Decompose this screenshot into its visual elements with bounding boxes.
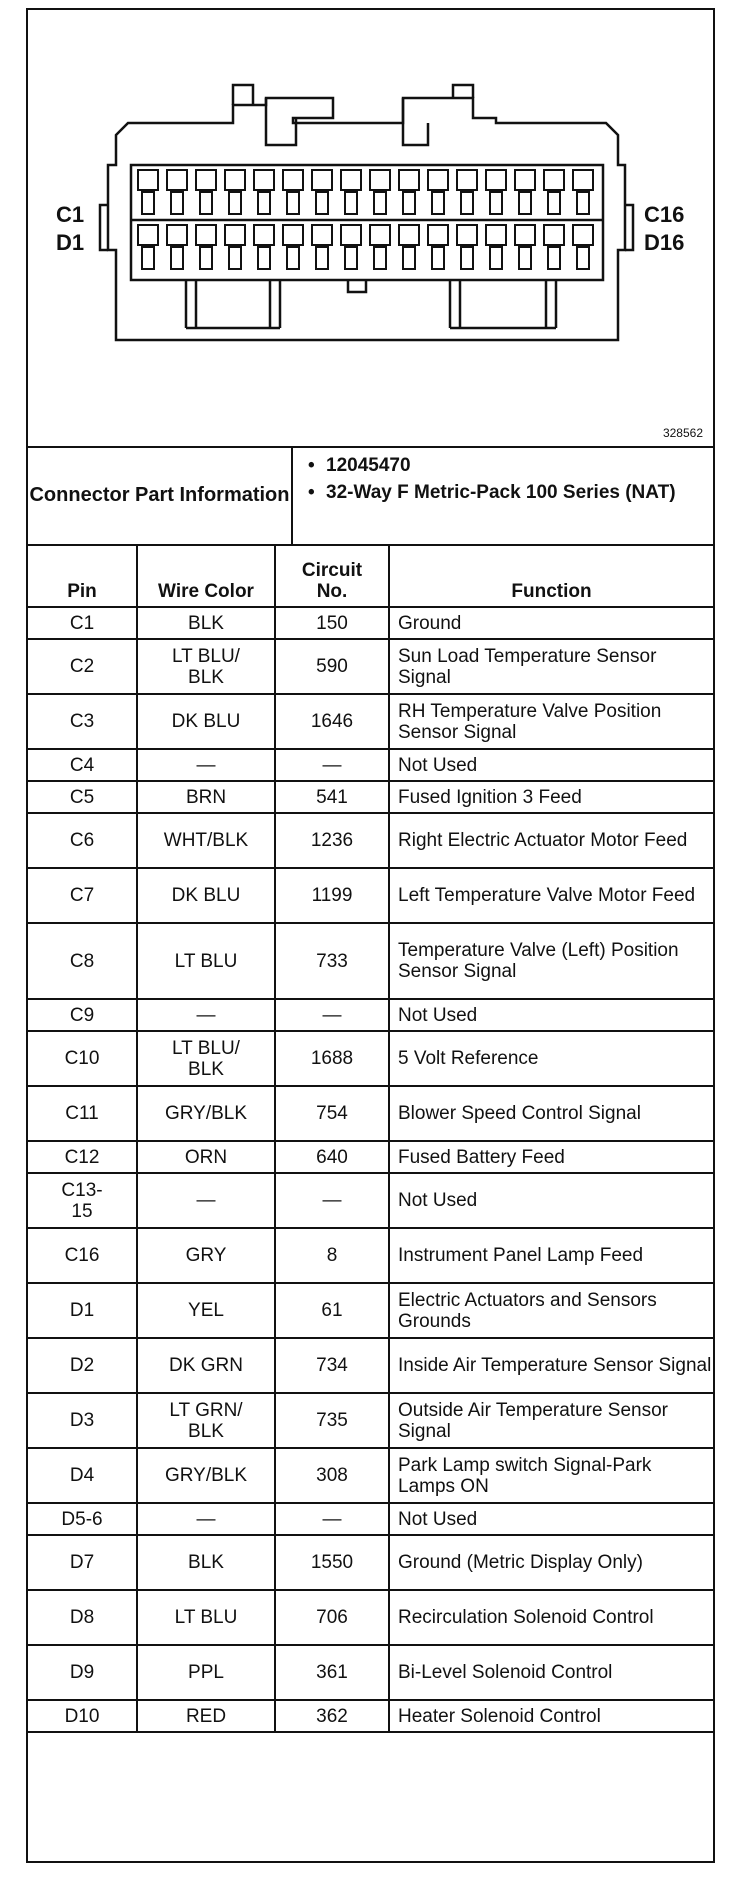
cell-pin-text: D5-6	[61, 1508, 103, 1530]
cell-function: 5 Volt Reference	[389, 1031, 713, 1086]
cell-pin	[28, 1173, 137, 1228]
label-d16: D16	[644, 230, 685, 255]
pin-d5-cavity	[254, 225, 274, 245]
cell-circuit-no: —	[275, 999, 389, 1031]
cell-circuit-no: 362	[275, 1700, 389, 1732]
cell-wire-color-text: BRN	[185, 786, 227, 808]
cell-circuit-no: 706	[275, 1590, 389, 1645]
table-row	[28, 607, 713, 639]
cell-function: Electric Actuators and Sensors Grounds	[389, 1283, 713, 1338]
cell-circuit-no: 61	[275, 1283, 389, 1338]
cell-pin-text: C3	[69, 711, 95, 732]
part-number: 12045470	[326, 455, 411, 476]
pin-d2-cavity	[167, 225, 187, 245]
label-c1: C1	[56, 202, 85, 227]
cell-wire-color-text: GRY/BLK	[164, 1103, 248, 1124]
cell-wire-color	[137, 607, 275, 639]
cell-function: Not Used	[389, 1503, 713, 1535]
cell-wire-color-text: BLK	[188, 1552, 224, 1573]
connector-diagram	[28, 10, 713, 448]
cell-pin-text: C8	[69, 950, 95, 972]
pin-d1-cavity	[138, 225, 158, 245]
cell-pin	[28, 1590, 137, 1645]
cell-pin	[28, 1535, 137, 1590]
pin-c14-terminal	[519, 192, 531, 214]
table-row	[28, 749, 713, 781]
cell-wire-color	[137, 999, 275, 1031]
cell-wire-color	[137, 868, 275, 923]
cell-circuit-no: —	[275, 1503, 389, 1535]
pin-d4-terminal	[229, 247, 241, 269]
cell-wire-color-text: DK BLU	[171, 885, 241, 906]
cell-wire-color	[137, 1645, 275, 1700]
cell-pin	[28, 1393, 137, 1448]
cell-pin	[28, 1503, 137, 1535]
cell-wire-color-text: LT BLU/ BLK	[172, 645, 240, 688]
cell-circuit-no: 640	[275, 1141, 389, 1173]
pin-d12-terminal	[461, 247, 473, 269]
cell-wire-color	[137, 1283, 275, 1338]
cell-function: Sun Load Temperature Sensor Signal	[389, 639, 713, 694]
cell-wire-color	[137, 749, 275, 781]
cell-wire-color	[137, 1535, 275, 1590]
label-c16: C16	[644, 202, 685, 227]
cell-circuit-no: 1646	[275, 694, 389, 749]
cell-wire-color-text: DK BLU	[171, 711, 241, 732]
connector-type-item	[308, 481, 708, 504]
table-row	[28, 1173, 713, 1228]
table-row	[28, 1141, 713, 1173]
pin-d14-cavity	[515, 225, 535, 245]
pin-c14-cavity	[515, 170, 535, 190]
bullet-icon: •	[308, 455, 315, 476]
pin-c13-terminal	[490, 192, 502, 214]
cell-pin	[28, 1338, 137, 1393]
cell-circuit-no: 541	[275, 781, 389, 813]
pin-d6-cavity	[283, 225, 303, 245]
pin-c9-terminal	[374, 192, 386, 214]
table-row	[28, 1645, 713, 1700]
pin-c7-terminal	[316, 192, 328, 214]
pin-d8-terminal	[345, 247, 357, 269]
pin-d2-terminal	[171, 247, 183, 269]
cell-wire-color-text: WHT/BLK	[163, 830, 249, 851]
figure-number: 328562	[662, 426, 703, 440]
label-d1: D1	[56, 230, 85, 255]
cell-pin-text: C4	[69, 754, 95, 776]
cell-wire-color-text: LT BLU/ BLK	[172, 1037, 240, 1080]
cell-wire-color-text: —	[196, 1004, 216, 1026]
cell-pin-text: D4	[69, 1465, 95, 1486]
part-number-item	[308, 454, 708, 477]
cell-circuit-no: —	[275, 749, 389, 781]
cell-wire-color-text: DK GRN	[169, 1355, 243, 1376]
pin-c11-cavity	[428, 170, 448, 190]
cell-wire-color-text: —	[196, 754, 216, 776]
cell-function: Recirculation Solenoid Control	[389, 1590, 713, 1645]
pin-d3-cavity	[196, 225, 216, 245]
cell-wire-color	[137, 639, 275, 694]
cell-pin	[28, 1141, 137, 1173]
pin-d15-cavity	[544, 225, 564, 245]
cell-function: Bi-Level Solenoid Control	[389, 1645, 713, 1700]
cell-circuit-no: 1688	[275, 1031, 389, 1086]
pin-c13-cavity	[486, 170, 506, 190]
cell-function: Ground (Metric Display Only)	[389, 1535, 713, 1590]
header-circuit-no-text: Circuit No.	[301, 560, 363, 602]
cell-pin-text: C12	[64, 1146, 100, 1168]
cell-wire-color-text: GRY/BLK	[164, 1465, 248, 1486]
table-row	[28, 1338, 713, 1393]
cell-function: Right Electric Actuator Motor Feed	[389, 813, 713, 868]
cell-pin	[28, 639, 137, 694]
pin-c7-cavity	[312, 170, 332, 190]
cell-wire-color	[137, 813, 275, 868]
table-row	[28, 1393, 713, 1448]
cell-wire-color-text: LT BLU	[174, 1607, 238, 1628]
cell-circuit-no: 590	[275, 639, 389, 694]
cell-pin-text: C1	[69, 612, 95, 634]
cell-function: Fused Battery Feed	[389, 1141, 713, 1173]
pin-d15-terminal	[548, 247, 560, 269]
cell-circuit-no: 734	[275, 1338, 389, 1393]
cell-circuit-no: 361	[275, 1645, 389, 1700]
pin-d12-cavity	[457, 225, 477, 245]
cell-function: Left Temperature Valve Motor Feed	[389, 868, 713, 923]
pin-table	[28, 544, 713, 1733]
cell-function: Not Used	[389, 999, 713, 1031]
cell-wire-color-text: RED	[185, 1705, 227, 1727]
cell-function: Inside Air Temperature Sensor Signal	[389, 1338, 713, 1393]
connector-part-information	[28, 446, 713, 546]
table-row	[28, 639, 713, 694]
cell-wire-color	[137, 923, 275, 999]
pin-c15-cavity	[544, 170, 564, 190]
cell-wire-color-text: GRY	[185, 1245, 227, 1266]
pin-d3-terminal	[200, 247, 212, 269]
table-row	[28, 1031, 713, 1086]
cell-function: Fused Ignition 3 Feed	[389, 781, 713, 813]
cell-pin-text: C16	[64, 1245, 100, 1266]
pin-c9-cavity	[370, 170, 390, 190]
cell-circuit-no: 1236	[275, 813, 389, 868]
cell-circuit-no: 150	[275, 607, 389, 639]
cell-pin-text: D3	[69, 1410, 95, 1431]
cell-wire-color	[137, 1503, 275, 1535]
table-row	[28, 1228, 713, 1283]
cell-pin-text: D2	[69, 1355, 95, 1376]
table-row	[28, 1700, 713, 1732]
cell-wire-color-text: BLK	[188, 612, 224, 634]
cell-pin-text: C2	[69, 656, 95, 677]
pin-c1-cavity	[138, 170, 158, 190]
table-row	[28, 694, 713, 749]
table-row	[28, 1503, 713, 1535]
cell-pin	[28, 999, 137, 1031]
cell-pin	[28, 1700, 137, 1732]
cell-pin	[28, 781, 137, 813]
part-info-details	[308, 454, 708, 504]
cell-pin-text: C7	[69, 885, 95, 906]
pin-c2-terminal	[171, 192, 183, 214]
cell-wire-color-text: PPL	[188, 1662, 224, 1683]
table-row	[28, 1535, 713, 1590]
header-function: Function	[389, 544, 713, 607]
pin-c16-terminal	[577, 192, 589, 214]
pin-c12-cavity	[457, 170, 477, 190]
connector-drawing	[28, 10, 713, 446]
table-row	[28, 1448, 713, 1503]
pin-d11-cavity	[428, 225, 448, 245]
cell-pin	[28, 813, 137, 868]
cell-pin-text: C9	[69, 1004, 95, 1026]
pin-d8-cavity	[341, 225, 361, 245]
pin-d7-cavity	[312, 225, 332, 245]
cell-pin-text: D8	[69, 1607, 95, 1628]
pin-c8-terminal	[345, 192, 357, 214]
cell-function: Not Used	[389, 1173, 713, 1228]
cell-pin-text: C11	[65, 1103, 99, 1124]
cell-function: Not Used	[389, 749, 713, 781]
cell-wire-color-text: —	[196, 1190, 216, 1211]
cell-function: Blower Speed Control Signal	[389, 1086, 713, 1141]
pin-d7-terminal	[316, 247, 328, 269]
pin-d4-cavity	[225, 225, 245, 245]
table-row	[28, 999, 713, 1031]
cell-pin-text: C6	[69, 830, 95, 851]
cell-pin	[28, 1283, 137, 1338]
cell-wire-color	[137, 1173, 275, 1228]
pin-d10-cavity	[399, 225, 419, 245]
pin-d10-terminal	[403, 247, 415, 269]
table-header-row	[28, 544, 713, 607]
cell-pin	[28, 694, 137, 749]
cell-circuit-no: 754	[275, 1086, 389, 1141]
pin-c12-terminal	[461, 192, 473, 214]
cell-pin-text: C5	[69, 786, 95, 808]
cell-pin-text: D1	[69, 1300, 95, 1321]
header-pin: Pin	[28, 544, 137, 607]
cell-wire-color	[137, 1700, 275, 1732]
cell-pin	[28, 1645, 137, 1700]
pin-c10-cavity	[399, 170, 419, 190]
cell-wire-color	[137, 781, 275, 813]
cell-pin	[28, 1448, 137, 1503]
cell-circuit-no: 8	[275, 1228, 389, 1283]
pin-c4-cavity	[225, 170, 245, 190]
cell-pin-text: C10	[64, 1048, 100, 1069]
cell-wire-color-text: —	[196, 1508, 216, 1530]
pin-c11-terminal	[432, 192, 444, 214]
cell-wire-color-text: YEL	[188, 1300, 224, 1321]
table-row	[28, 1590, 713, 1645]
cell-circuit-no: —	[275, 1173, 389, 1228]
bullet-icon: •	[308, 482, 315, 503]
table-row	[28, 813, 713, 868]
pin-d13-cavity	[486, 225, 506, 245]
cell-circuit-no: 308	[275, 1448, 389, 1503]
pin-c15-terminal	[548, 192, 560, 214]
pin-d9-terminal	[374, 247, 386, 269]
connector-type: 32-Way F Metric-Pack 100 Series (NAT)	[326, 482, 676, 503]
pin-d11-terminal	[432, 247, 444, 269]
pin-c3-terminal	[200, 192, 212, 214]
pin-c16-cavity	[573, 170, 593, 190]
cell-wire-color	[137, 1141, 275, 1173]
cell-pin	[28, 1086, 137, 1141]
cell-pin-text: C13- 15	[61, 1179, 103, 1222]
cell-function: Outside Air Temperature Sensor Signal	[389, 1393, 713, 1448]
cell-circuit-no: 1199	[275, 868, 389, 923]
cell-wire-color	[137, 1031, 275, 1086]
cell-pin	[28, 1031, 137, 1086]
header-circuit-no	[275, 544, 389, 607]
pin-c5-terminal	[258, 192, 270, 214]
cell-function: Temperature Valve (Left) Position Sensor Signal	[389, 923, 713, 999]
cell-function: RH Temperature Valve Position Sensor Signal	[389, 694, 713, 749]
pin-d5-terminal	[258, 247, 270, 269]
cell-pin-text: D9	[69, 1662, 95, 1683]
cell-pin	[28, 607, 137, 639]
connector-sheet	[26, 8, 715, 1863]
cell-circuit-no: 733	[275, 923, 389, 999]
table-row	[28, 868, 713, 923]
pin-c6-cavity	[283, 170, 303, 190]
cell-wire-color	[137, 1228, 275, 1283]
pin-d13-terminal	[490, 247, 502, 269]
cell-pin	[28, 868, 137, 923]
cell-function: Ground	[389, 607, 713, 639]
pin-d9-cavity	[370, 225, 390, 245]
part-info-heading: Connector Part Information	[28, 446, 293, 544]
cell-function: Instrument Panel Lamp Feed	[389, 1228, 713, 1283]
cell-wire-color-text: ORN	[184, 1146, 228, 1168]
pin-c4-terminal	[229, 192, 241, 214]
pin-c8-cavity	[341, 170, 361, 190]
cell-wire-color-text: LT GRN/ BLK	[169, 1399, 243, 1442]
cell-pin-text: D10	[64, 1705, 100, 1727]
cell-pin	[28, 1228, 137, 1283]
pin-d6-terminal	[287, 247, 299, 269]
cell-wire-color	[137, 1086, 275, 1141]
pin-c6-terminal	[287, 192, 299, 214]
table-row	[28, 923, 713, 999]
pin-d16-cavity	[573, 225, 593, 245]
cell-wire-color	[137, 694, 275, 749]
cell-pin	[28, 923, 137, 999]
cell-pin-text: D7	[69, 1552, 95, 1573]
pin-c3-cavity	[196, 170, 216, 190]
cell-wire-color	[137, 1393, 275, 1448]
pin-c5-cavity	[254, 170, 274, 190]
pin-c2-cavity	[167, 170, 187, 190]
pin-d14-terminal	[519, 247, 531, 269]
header-wire-color: Wire Color	[137, 544, 275, 607]
pin-d16-terminal	[577, 247, 589, 269]
cell-function: Heater Solenoid Control	[389, 1700, 713, 1732]
cell-wire-color	[137, 1338, 275, 1393]
cell-circuit-no: 735	[275, 1393, 389, 1448]
pin-c10-terminal	[403, 192, 415, 214]
table-row	[28, 781, 713, 813]
cell-wire-color-text: LT BLU	[174, 950, 238, 972]
cell-pin	[28, 749, 137, 781]
cell-circuit-no: 1550	[275, 1535, 389, 1590]
table-row	[28, 1086, 713, 1141]
pin-d1-terminal	[142, 247, 154, 269]
table-row	[28, 1283, 713, 1338]
pin-c1-terminal	[142, 192, 154, 214]
cell-wire-color	[137, 1590, 275, 1645]
cell-function: Park Lamp switch Signal-Park Lamps ON	[389, 1448, 713, 1503]
cell-wire-color	[137, 1448, 275, 1503]
